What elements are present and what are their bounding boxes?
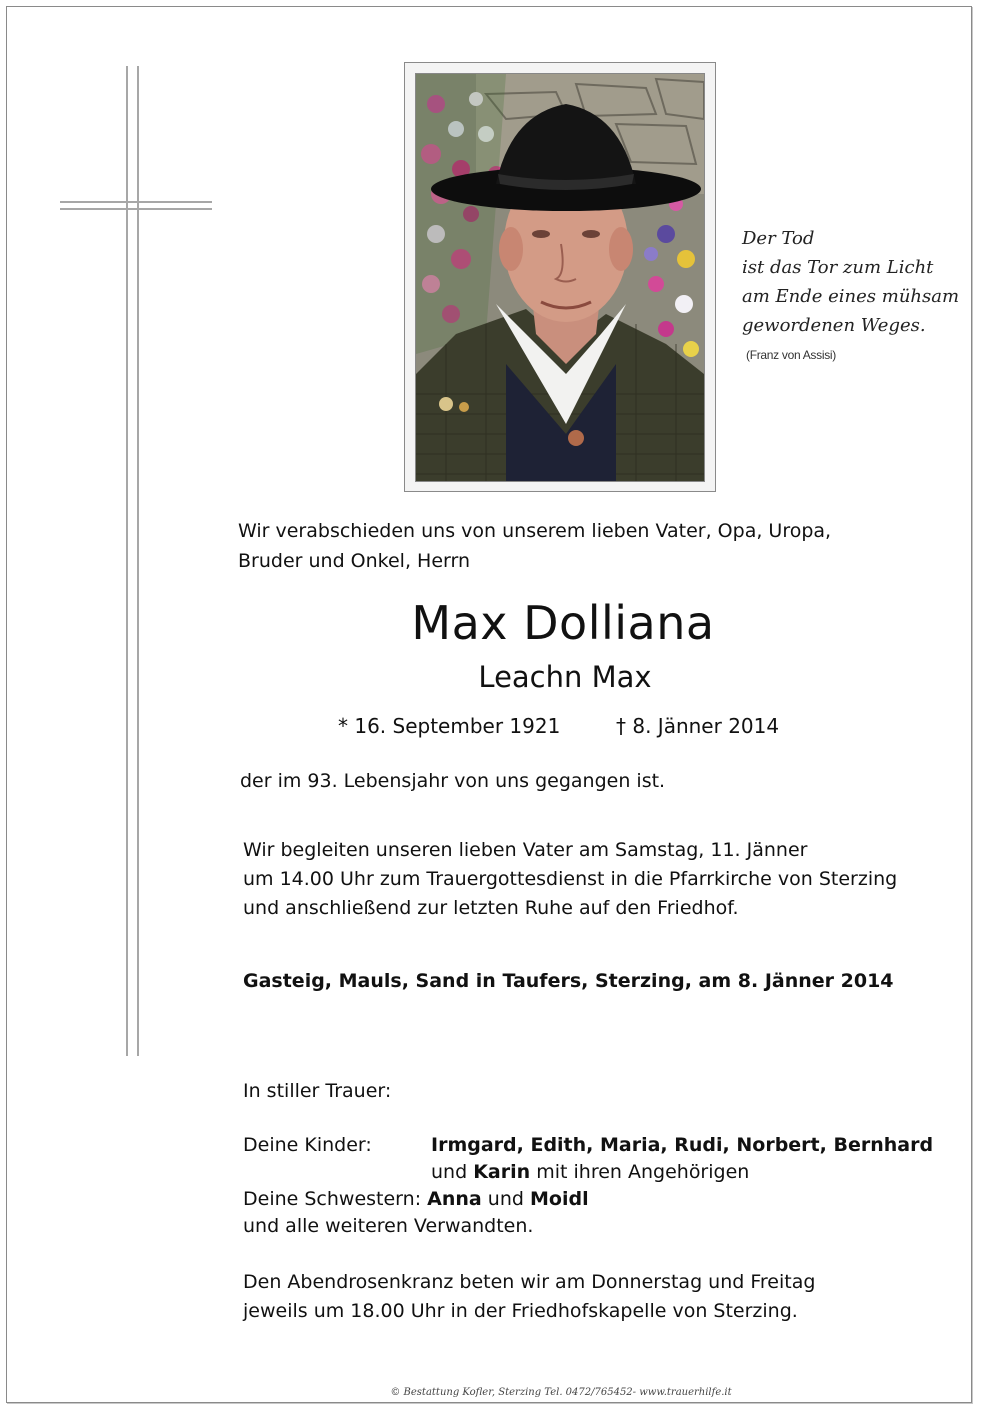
funeral-details — [243, 836, 943, 923]
rosary-line: jeweils um 18.00 Uhr in der Friedhofskapelle von Sterzing. — [243, 1300, 798, 1322]
conjunction: und — [487, 1188, 524, 1210]
memorial-quote — [742, 224, 962, 340]
cross-vertical-bar — [126, 66, 128, 1056]
relatives-line: und alle weiteren Verwandten. — [243, 1215, 534, 1237]
footer-credit: © Bestattung Kofler, Sterzing Tel. 0472/765452- www.trauerhilfe.it — [390, 1387, 732, 1398]
funeral-line: und anschließend zur letzten Ruhe auf den Friedhof. — [243, 897, 739, 919]
deceased-nickname: Leachn Max — [478, 660, 652, 694]
age-text: der im 93. Lebensjahr von uns gegangen ist. — [240, 770, 666, 792]
sister-name: Moidl — [530, 1188, 589, 1210]
quote-line: am Ende eines mühsam — [742, 286, 960, 307]
sister-name: Anna — [427, 1188, 482, 1210]
child-name: Karin — [473, 1161, 531, 1183]
children-label: Deine Kinder: — [243, 1134, 372, 1156]
children-names: Irmgard, Edith, Maria, Rudi, Norbert, Bernhard — [431, 1134, 934, 1156]
place-date: Gasteig, Mauls, Sand in Taufers, Sterzing, am 8. Jänner 2014 — [243, 970, 894, 992]
portrait-photo — [415, 73, 705, 482]
quote-line: ist das Tor zum Licht — [742, 257, 934, 278]
intro-line: Bruder und Onkel, Herrn — [238, 550, 471, 572]
portrait-frame — [404, 62, 716, 492]
children-line-2 — [431, 1161, 749, 1183]
birth-date: * 16. September 1921 — [338, 714, 561, 738]
conjunction: und — [431, 1161, 468, 1183]
deceased-name: Max Dolliana — [411, 596, 715, 650]
children-suffix: mit ihren Angehörigen — [536, 1161, 750, 1183]
intro-line: Wir verabschieden uns von unserem lieben Vater, Opa, Uropa, — [238, 520, 832, 542]
quote-line: gewordenen Weges. — [742, 315, 926, 336]
cross-horizontal-bar — [60, 201, 212, 203]
rosary-line: Den Abendrosenkranz beten wir am Donnerstag und Freitag — [243, 1271, 816, 1293]
funeral-line: um 14.00 Uhr zum Trauergottesdienst in die Pfarrkirche von Sterzing — [243, 868, 898, 890]
rosary-info — [243, 1268, 943, 1326]
funeral-line: Wir begleiten unseren lieben Vater am Samstag, 11. Jänner — [243, 839, 808, 861]
portrait-illustration — [416, 74, 704, 481]
intro-text — [238, 516, 878, 576]
cross-vertical-bar — [137, 66, 139, 1056]
death-date: † 8. Jänner 2014 — [616, 714, 780, 738]
mourning-heading: In stiller Trauer: — [243, 1080, 392, 1102]
sisters-line — [243, 1188, 589, 1210]
cross-horizontal-bar — [60, 208, 212, 210]
quote-line: Der Tod — [742, 228, 815, 249]
sisters-label: Deine Schwestern: — [243, 1188, 422, 1210]
quote-source: (Franz von Assisi) — [746, 348, 836, 362]
